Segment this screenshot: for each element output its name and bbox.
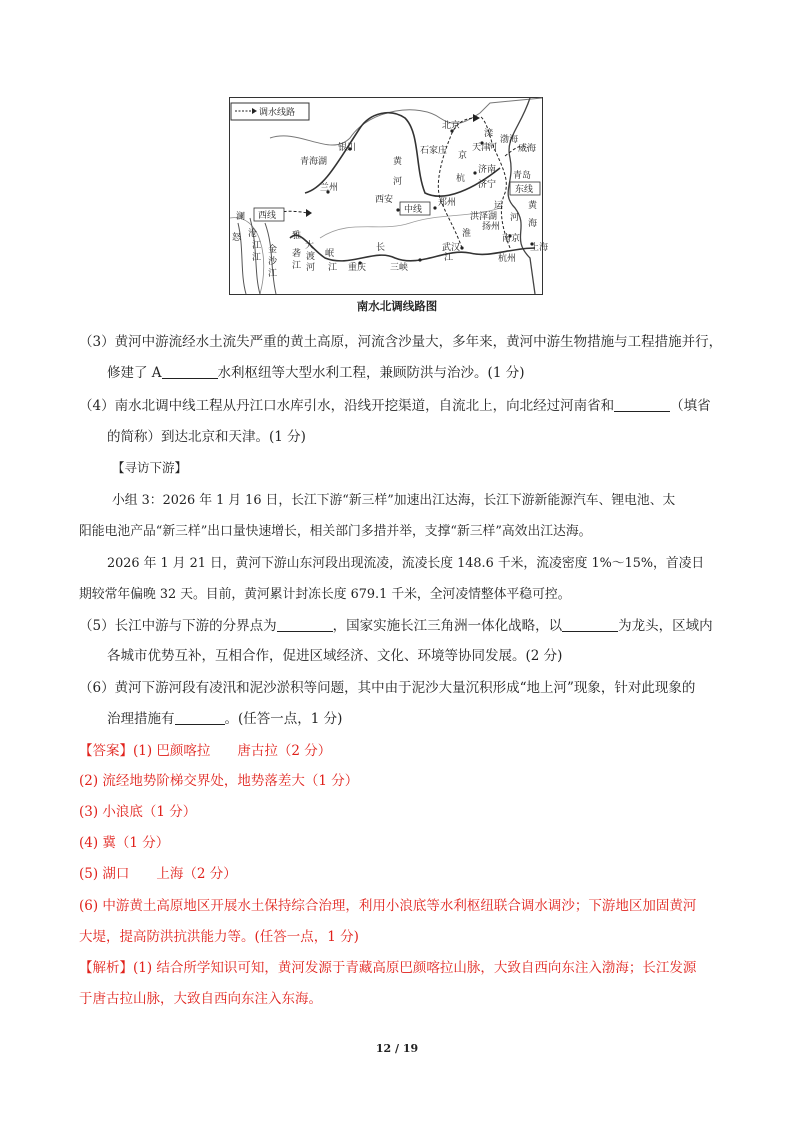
map-graphic: [230, 98, 549, 294]
map-label: 江: [252, 241, 262, 251]
map-label: 东线: [515, 185, 534, 195]
map-label: 威海: [518, 144, 537, 154]
map-label: 天津: [472, 143, 491, 153]
q6-line2: [107, 707, 342, 727]
map-label: 长: [376, 243, 386, 253]
map-label: 黄: [528, 201, 538, 211]
map-label: 京: [458, 151, 468, 161]
map-label: 上海: [530, 243, 549, 253]
map-label: 河: [510, 213, 520, 223]
map-caption: 南水北调线路图: [356, 299, 438, 313]
q3-line2: [107, 361, 524, 381]
q4-line2: 的简称）到达北京和天津。(1 分): [107, 429, 306, 445]
q4-line1: [79, 394, 711, 414]
q5-text-a: （5）长江中游与下游的分界点为: [79, 618, 277, 634]
map-label: 重庆: [348, 263, 367, 273]
map-label: 江: [444, 253, 454, 263]
map-label: 澜: [236, 212, 246, 222]
answer-6-line2: 大堤，提高防洪抗洪能力等。(任答一点，1 分): [79, 929, 359, 945]
q4-text-b: （填省: [670, 398, 711, 414]
map-label: 西安: [375, 195, 394, 205]
map-label: 怒: [232, 233, 242, 243]
page-number: 12 / 19: [375, 1042, 419, 1055]
q4-text-a: （4）南水北调中线工程从丹江口水库引水，沿线开挖渠道，自流北上，向北经过河南省和: [79, 398, 615, 414]
analysis-line1: 【解析】(1) 结合所学知识可知，黄河发源于青藏高原巴颜喀拉山脉，大致自西向东注入渤海；长江发源: [79, 960, 697, 976]
map-label: 西线: [258, 211, 277, 221]
map-label: 河: [306, 263, 316, 273]
map-label: 银川: [338, 143, 357, 153]
q5-text-c: 为龙头，区域内: [618, 618, 713, 634]
q6-line1: （6）黄河下游河段有凌汛和泥沙淤积等问题，其中由于泥沙大量沉积形成“地上河”现象，针对此现象的: [79, 680, 696, 696]
map-label: 江: [268, 269, 278, 279]
answer-2: (2) 流经地势阶梯交界处，地势落差大（1 分）: [79, 773, 359, 789]
map-label: 沙: [268, 257, 278, 267]
section-heading: 【寻访下游】: [112, 460, 188, 475]
map-label: 大: [305, 241, 315, 251]
para1-line1: 小组 3：2026 年 1 月 16 日，长江下游“新三样”加速出江达海，长江下游新能源汽车、锂电池、太: [112, 493, 676, 508]
map-label: 兰州: [320, 183, 339, 193]
map-label: 郑州: [438, 198, 457, 208]
map-label: 杭州: [498, 254, 517, 264]
map-label: 武汉: [442, 243, 461, 253]
south-north-water-diversion-map: [229, 97, 549, 295]
map-label: 渡: [306, 252, 316, 262]
map-label: 渤海: [500, 135, 519, 145]
map-label: 滦: [484, 129, 494, 139]
map-label: 岷: [325, 249, 335, 259]
q3-text-a: 修建了 A: [107, 365, 162, 381]
map-label: 江: [292, 261, 302, 271]
map-label: 三峡: [390, 263, 409, 273]
map-label: 济南: [478, 165, 497, 175]
map-label: 洪泽湖: [470, 212, 498, 222]
map-label: 河: [488, 143, 498, 153]
answer-1: 【答案】(1) 巴颜喀拉 唐古拉（2 分）: [79, 743, 332, 759]
q6-text-a: 治理措施有: [107, 711, 175, 727]
map-label: 青岛: [513, 171, 532, 181]
map-label: 金: [268, 245, 278, 255]
map-label: 扬州: [482, 222, 501, 232]
q6-blank: [175, 723, 225, 725]
answer-4: (4) 冀（1 分）: [79, 835, 170, 851]
map-label: 黄: [393, 157, 403, 167]
q6-text-b: 。(任答一点，1 分): [224, 711, 343, 727]
map-label: 青海湖: [300, 157, 328, 167]
map-label: 河: [393, 177, 403, 187]
q5-line1: [79, 614, 713, 634]
map-label: 运: [494, 201, 504, 211]
map-label: 中线: [404, 205, 423, 215]
map-label: 杭: [456, 174, 466, 184]
map-label: 北京: [442, 121, 461, 131]
answer-3: (3) 小浪底（1 分）: [79, 804, 197, 820]
q5-line2: 各城市优势互补，互相合作，促进区域经济、文化、环境等协同发展。(2 分): [107, 648, 563, 664]
answer-5: (5) 湖口 上海（2 分）: [79, 866, 237, 882]
answer-6-line1: (6) 中游黄土高原地区开展水土保持综合治理，利用小浪底等水利枢纽联合调水调沙；下游地区加固黄河: [79, 898, 697, 914]
coastline: [508, 98, 538, 294]
legend-label: 调水线路: [259, 108, 296, 118]
map-label: 淮: [462, 229, 472, 239]
q3-text-b: 水利枢纽等大型水利工程，兼顾防洪与治沙。(1 分): [217, 365, 525, 381]
map-label: 海: [528, 219, 538, 229]
map-label: 石家庄: [420, 146, 448, 156]
q5-blank-2: [562, 630, 618, 632]
map-label: 江: [252, 253, 262, 263]
para2-line2: 期较常年偏晚 32 天。目前，黄河累计封冻长度 679.1 千米，全河凌情整体平稳可控。: [79, 587, 571, 602]
analysis-line2: 于唐古拉山脉，大致自西向东注入东海。: [79, 991, 322, 1007]
map-label: 沧: [248, 229, 258, 239]
map-label: 砻: [292, 249, 302, 259]
map-label: 雅: [292, 231, 302, 241]
q4-blank: [614, 410, 670, 412]
map-label: 江: [328, 263, 338, 273]
q3-line1: （3）黄河中游流经水土流失严重的黄土高原，河流含沙量大，多年来，黄河中游生物措施与工程措施并行，: [79, 334, 723, 350]
map-label: 济宁: [478, 180, 497, 190]
para1-line2: 阳能电池产品“新三样”出口量快速增长，相关部门多措并举，支撑“新三样”高效出江达海。: [79, 524, 592, 539]
q5-text-b: ，国家实施长江三角洲一体化战略，以: [332, 618, 563, 634]
q5-blank-1: [277, 630, 333, 632]
para2-line1: 2026 年 1 月 21 日，黄河下游山东河段出现流凌，流凌长度 148.6 千米，流凌密度 1%～15%，首凌日: [107, 556, 705, 571]
q3-blank: [162, 377, 218, 379]
map-label: 南京: [502, 234, 521, 244]
